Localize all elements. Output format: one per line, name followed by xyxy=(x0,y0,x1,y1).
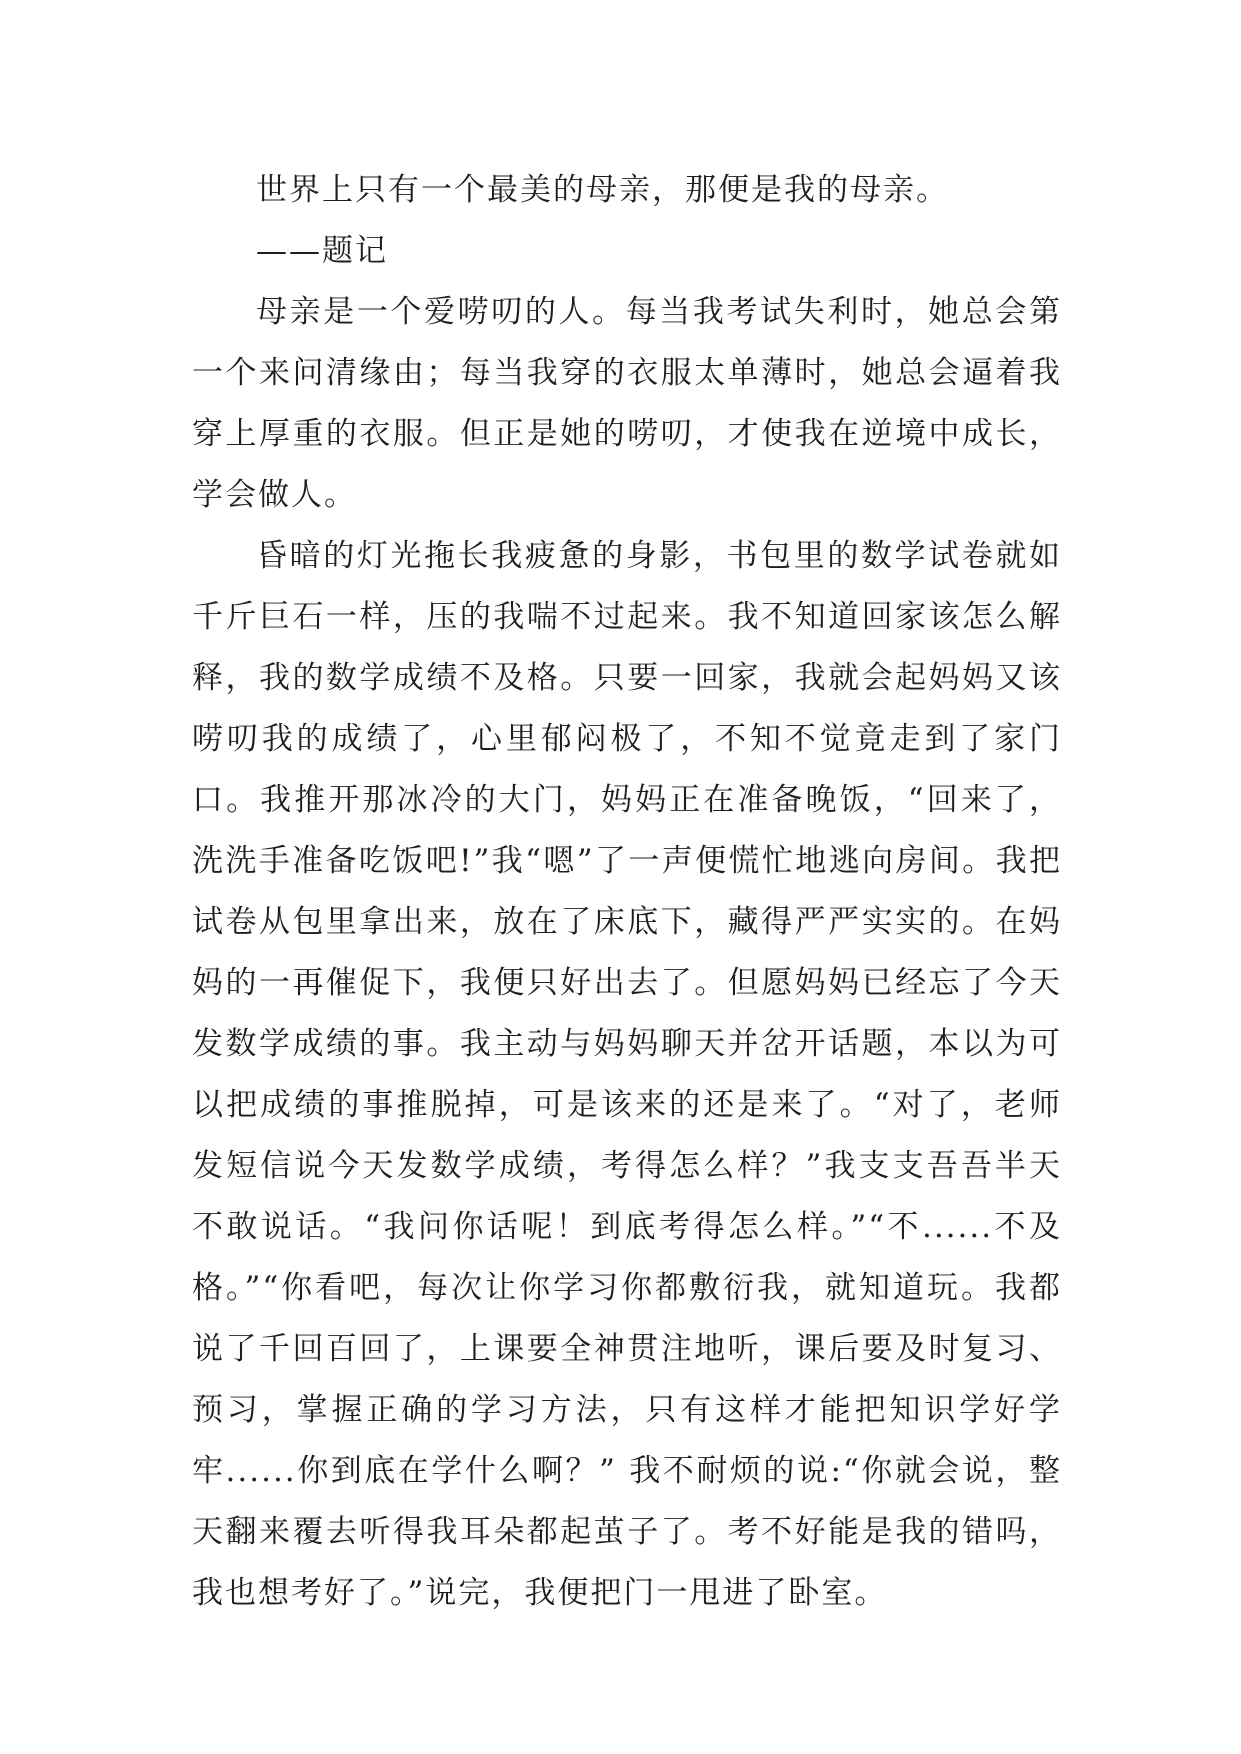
epigraph-line: 世界上只有一个最美的母亲，那便是我的母亲。 xyxy=(256,172,949,208)
body-paragraph-1: 母亲是一个爱唠叨的人。每当我考试失利时，她总会第一个来问清缘由；每当我穿的衣服太单薄时，她总会逼着我穿上厚重的衣服。但正是她的唠叨，才使我在逆境中成长，学会做人。 xyxy=(192,294,1062,513)
essay-body xyxy=(192,160,1062,1624)
epigraph-attribution: ——题记 xyxy=(256,233,388,269)
body-paragraph-2: 昏暗的灯光拖长我疲惫的身影，书包里的数学试卷就如千斤巨石一样，压的我喘不过起来。我不知道回家该怎么解释，我的数学成绩不及格。只要一回家，我就会起妈妈又该唠叨我的成绩了，心里郁闷极了，不知不觉竟走到了家门口。我推开那冰冷的大门，妈妈正在准备晚饭，“回来了，洗洗手准备吃饭吧!”我“嗯”了一声便慌忙地逃向房间。我把试卷从包里拿出来，放在了床底下，藏得严严实实的。在妈妈的一再催促下，我便只好出去了。但愿妈妈已经忘了今天发数学成绩的事。我主动与妈妈聊天并岔开话题，本以为可以把成绩的事推脱掉，可是该来的还是来了。“对了，老师发短信说今天发数学成绩，考得怎么样？”我支支吾吾半天不敢说话。“我问你话呢！到底考得怎么样。”“不......不及格。”“你看吧，每次让你学习你都敷衍我，就知道玩。我都说了千回百回了，上课要全神贯注地听，课后要及时复习、预习，掌握正确的学习方法，只有这样才能把知识学好学牢......你到底在学什么啊？” 我不耐烦的说:“你就会说，整天翻来覆去听得我耳朵都起茧子了。考不好能是我的错吗，我也想考好了。”说完，我便把门一甩进了卧室。 xyxy=(192,538,1062,1611)
